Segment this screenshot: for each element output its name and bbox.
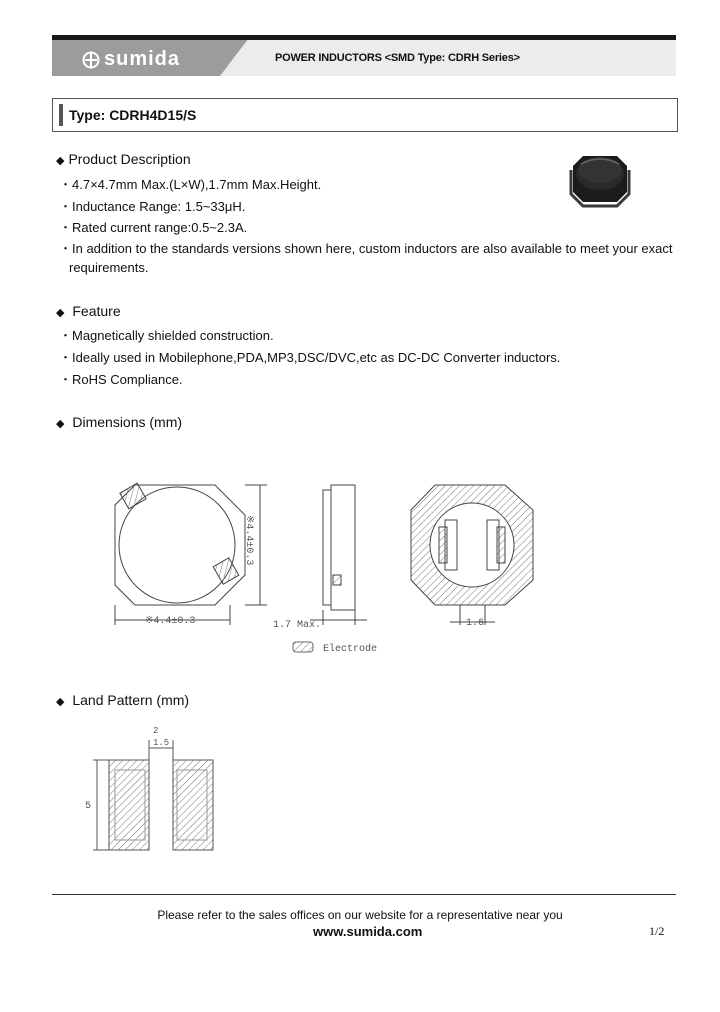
bottom-view bbox=[411, 485, 533, 625]
land-pattern-heading bbox=[56, 692, 189, 708]
feature-line: ・RoHS Compliance. bbox=[59, 372, 183, 387]
type-label: Type: CDRH4D15/S bbox=[69, 107, 197, 123]
feature-heading bbox=[56, 303, 121, 319]
dimensions-heading bbox=[56, 414, 182, 430]
page-number: 1/2 bbox=[649, 924, 665, 938]
land-pads bbox=[93, 740, 213, 850]
diamond-bullet-icon: ◆ bbox=[56, 696, 65, 708]
land-pattern-drawing bbox=[85, 720, 225, 860]
electrode-legend-label: Electrode bbox=[323, 644, 378, 655]
description-line: ・Rated current range:0.5~2.3A. bbox=[59, 220, 248, 235]
description-line: ・Inductance Range: 1.5~33μH. bbox=[59, 199, 246, 214]
electrode-legend bbox=[293, 642, 377, 655]
description-line: ・4.7×4.7mm Max.(L×W),1.7mm Max.Height. bbox=[59, 177, 322, 192]
feature-line: ・Ideally used in Mobilephone,PDA,MP3,DSC/DVC,etc as DC-DC Converter inductors. bbox=[59, 350, 561, 365]
header-top-rule bbox=[52, 35, 676, 40]
land-length-label: 5 bbox=[85, 801, 92, 812]
electrode-width-label: 1.6 bbox=[466, 618, 485, 629]
dimensions-drawing bbox=[105, 465, 545, 665]
thickness-dimension-label: 1.7 Max. bbox=[273, 620, 322, 631]
inductor-photo bbox=[565, 148, 635, 210]
type-box-accent bbox=[59, 104, 63, 126]
website-link[interactable]: www.sumida.com bbox=[313, 924, 423, 939]
diamond-bullet-icon: ◆ bbox=[56, 418, 65, 430]
diamond-bullet-icon: ◆ bbox=[56, 307, 65, 319]
side-view bbox=[310, 485, 367, 625]
type-box bbox=[52, 98, 678, 132]
width-dimension-label: ※4.4±0.3 bbox=[145, 616, 196, 627]
sumida-logo-icon bbox=[82, 51, 100, 69]
land-top-label: 2 bbox=[153, 726, 159, 736]
description-heading bbox=[56, 151, 191, 167]
brand-logo bbox=[82, 48, 180, 71]
electrode-hatch-icon bbox=[293, 642, 313, 652]
feature-line: ・Magnetically shielded construction. bbox=[59, 328, 274, 343]
header-banner bbox=[52, 35, 676, 76]
diamond-bullet-icon: ◆ bbox=[56, 155, 65, 167]
footer-note: Please refer to the sales offices on our website for a representative near you bbox=[157, 908, 563, 922]
height-dimension-label: ※4.4±0.3 bbox=[243, 515, 254, 566]
land-pattern-title: Land Pattern (mm) bbox=[72, 692, 190, 708]
footer-rule bbox=[52, 894, 676, 895]
land-gap-label: 1.5 bbox=[153, 738, 170, 748]
document-title: POWER INDUCTORS <SMD Type: CDRH Series> bbox=[275, 52, 520, 64]
description-line: ・In addition to the standards versions shown here, custom inductors are also available to meet your exact bbox=[59, 241, 673, 256]
description-line: requirements. bbox=[69, 260, 149, 275]
dimensions-title: Dimensions (mm) bbox=[72, 414, 183, 430]
description-title: Product Description bbox=[68, 151, 191, 167]
brand-name: sumida bbox=[104, 48, 181, 70]
feature-title: Feature bbox=[72, 303, 121, 319]
